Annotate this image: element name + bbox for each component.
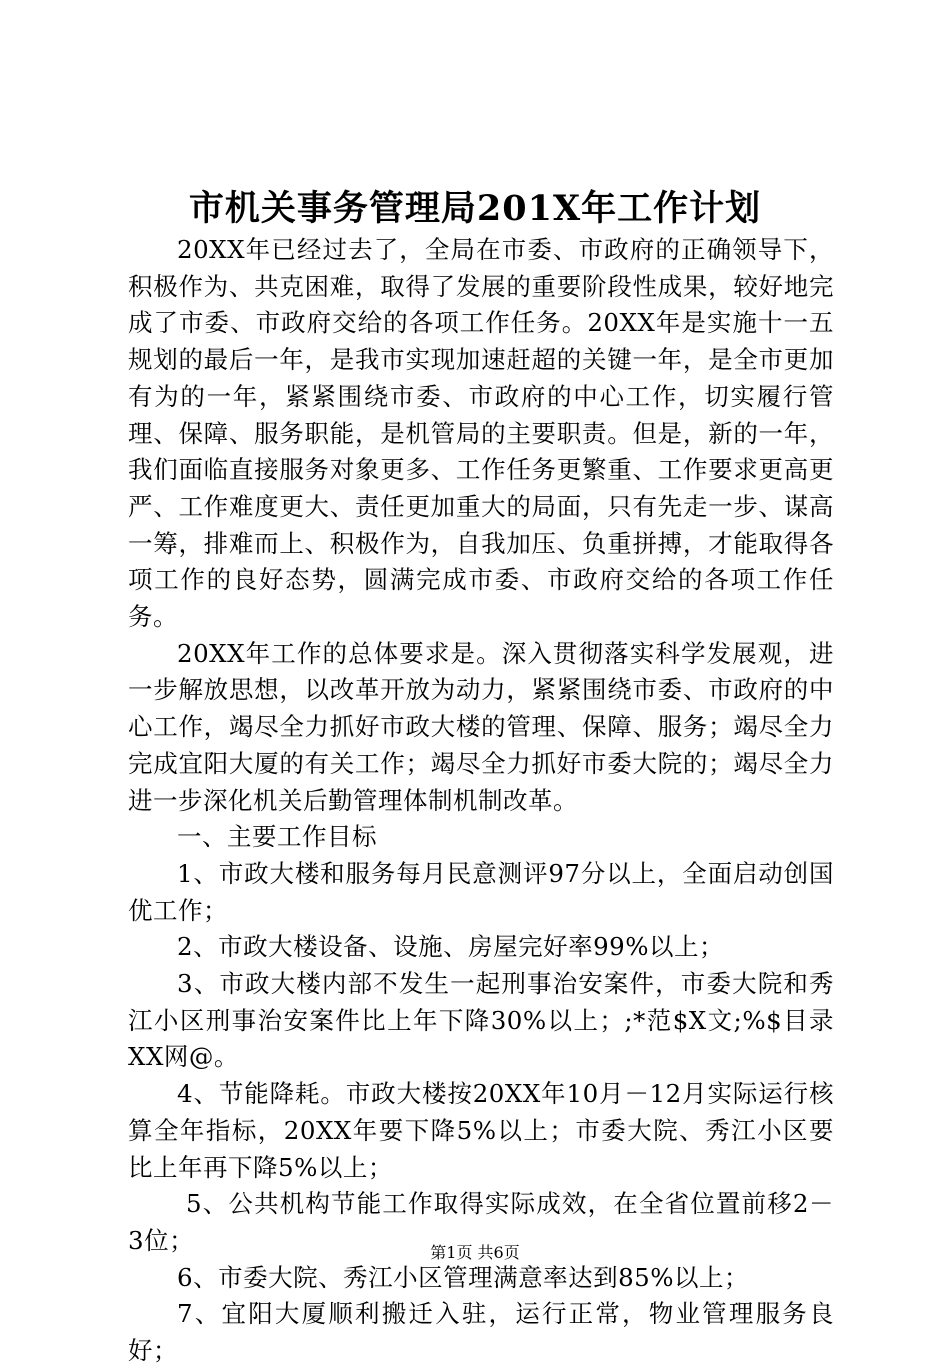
goal-item-1: 1、市政大楼和服务每月民意测评97分以上，全面启动创国优工作； — [128, 858, 834, 925]
page-number-footer: 第1页 共6页 — [430, 1243, 520, 1262]
goal-item-5: 5、公共机构节能工作取得实际成效，在全省位置前移2－3位； — [128, 1189, 834, 1255]
goal-item-4: 4、节能降耗。市政大楼按20XX年10月－12月实际运行核算全年指标，20XX年要下降5%以上；市委大院、秀江小区要比上年再下降5%以上； — [128, 1079, 834, 1182]
document-title: 市机关事务管理局201X年工作计划 — [188, 188, 762, 229]
goal-item-3: 3、市政大楼内部不发生一起刑事治安案件，市委大院和秀江小区刑事治安案件比上年下降30%以上；;*范$X文;%$目录XX网@。 — [128, 969, 834, 1072]
goal-item-2: 2、市政大楼设备、设施、房屋完好率99%以上； — [177, 932, 725, 962]
goal-item-7: 7、宜阳大厦顺利搬迁入驻，运行正常，物业管理服务良好； — [128, 1299, 834, 1366]
overall-requirements-paragraph: 20XX年工作的总体要求是。深入贯彻落实科学发展观，进一步解放思想，以改革开放为动力，紧紧围绕市委、市政府的中心工作，竭尽全力抓好市政大楼的管理、保障、服务；竭尽全力完成宜阳大厦的有关工作；竭尽全力抓好市委大院的；竭尽全力进一步深化机关后勤管理体制机制改革。 — [128, 638, 834, 815]
section-heading-main-goals: 一、主要工作目标 — [177, 822, 377, 852]
intro-paragraph: 20XX年已经过去了，全局在市委、市政府的正确领导下，积极作为、共克困难，取得了发展的重要阶段性成果，较好地完成了市委、市政府交给的各项工作任务。20XX年是实施十一五规划的最后一年，是我市实现加速赶超的关键一年，是全市更加有为的一年，紧紧围绕市委、市政府的中心工作，切实履行管理、保障、服务职能，是机管局的主要职责。但是，新的一年，我们面临直接服务对象更多、工作任务更繁重、工作要求更高更严、工作难度更大、责任更加重大的局面，只有先走一步、谋高一筹，排难而上、积极作为，自我加压、负重拼搏，才能取得各项工作的良好态势，圆满完成市委、市政府交给的各项工作任务。 — [128, 235, 834, 632]
document-body — [128, 232, 834, 1370]
goal-item-6: 6、市委大院、秀江小区管理满意率达到85%以上； — [177, 1262, 750, 1292]
